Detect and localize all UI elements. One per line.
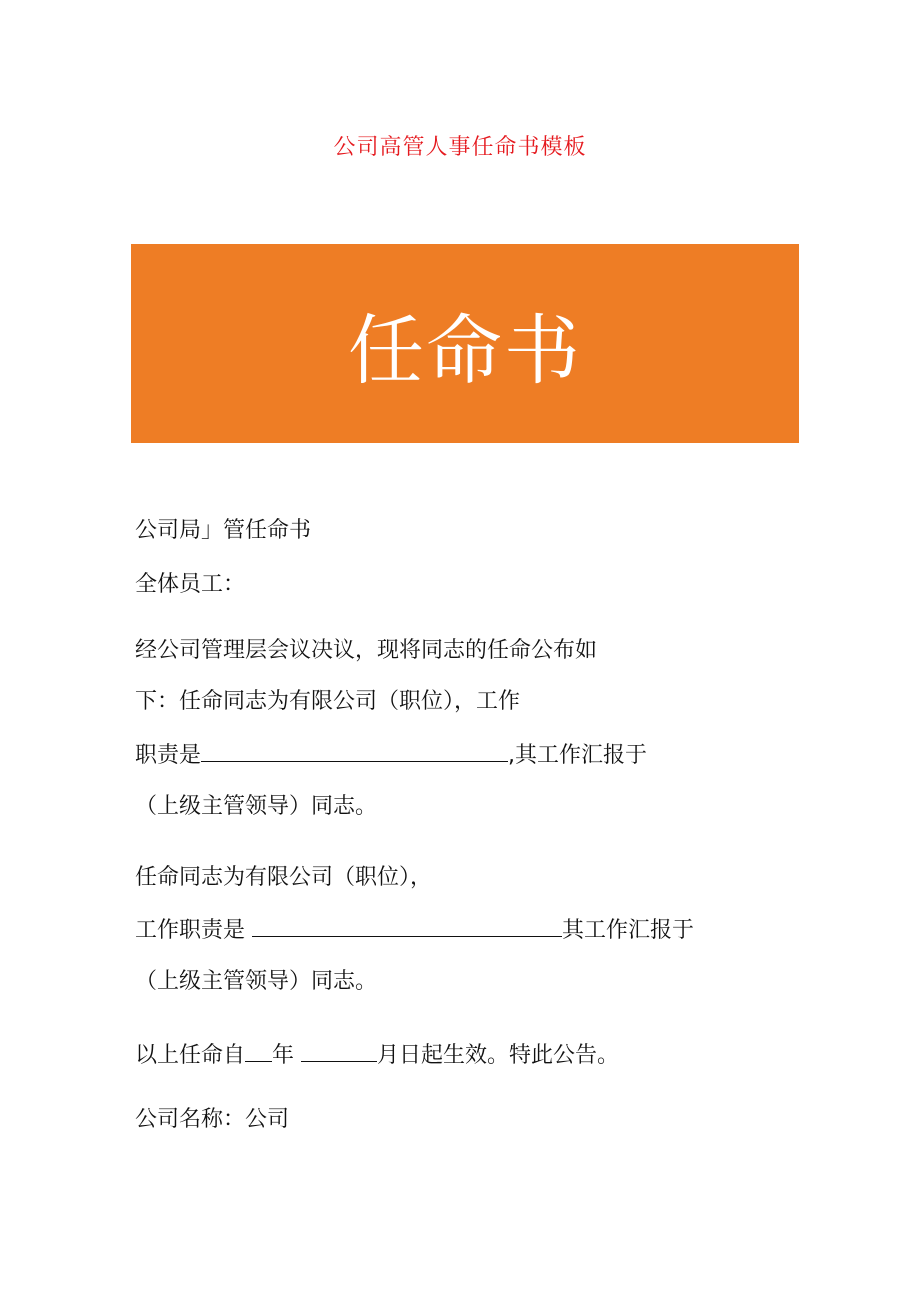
- year-blank: [245, 1041, 272, 1062]
- effective-date-line: [135, 1041, 619, 1070]
- effective-suffix: 月日起生效。特此公告。: [377, 1043, 620, 1068]
- effective-prefix: 以上任命自: [135, 1043, 246, 1068]
- appointment-banner: [131, 244, 799, 443]
- paragraph-2-line-2: [135, 916, 694, 945]
- year-label: 年: [272, 1043, 295, 1068]
- salutation: 全体员工：: [135, 572, 246, 597]
- duties-blank: [201, 741, 508, 762]
- report-to-label: 其工作汇报于: [562, 918, 695, 943]
- document-header-title: 公司高管人事任命书模板: [333, 135, 587, 160]
- banner-title: 任命书: [348, 306, 582, 395]
- paragraph-1-line-4: （上级主管领导）同志。: [135, 794, 378, 819]
- paragraph-2-line-1: 任命同志为有限公司（职位），: [135, 865, 433, 890]
- paragraph-2-line-3: （上级主管领导）同志。: [135, 969, 378, 994]
- paragraph-1-line-2: 下：任命同志为有限公司（职位），工作: [135, 689, 521, 714]
- duties-label: 职责是: [135, 743, 202, 768]
- month-blank: [301, 1041, 377, 1062]
- paragraph-1-line-1: 经公司管理层会议决议，现将同志的任命公布如: [135, 638, 598, 663]
- duties-label: 工作职责是: [135, 918, 246, 943]
- duties-blank: [252, 916, 562, 937]
- company-name-line: 公司名称：公司: [135, 1107, 290, 1132]
- letter-heading: 公司局」管任命书: [135, 518, 312, 543]
- report-to-label: ,其工作汇报于: [508, 743, 648, 768]
- paragraph-1-line-3: [135, 741, 647, 770]
